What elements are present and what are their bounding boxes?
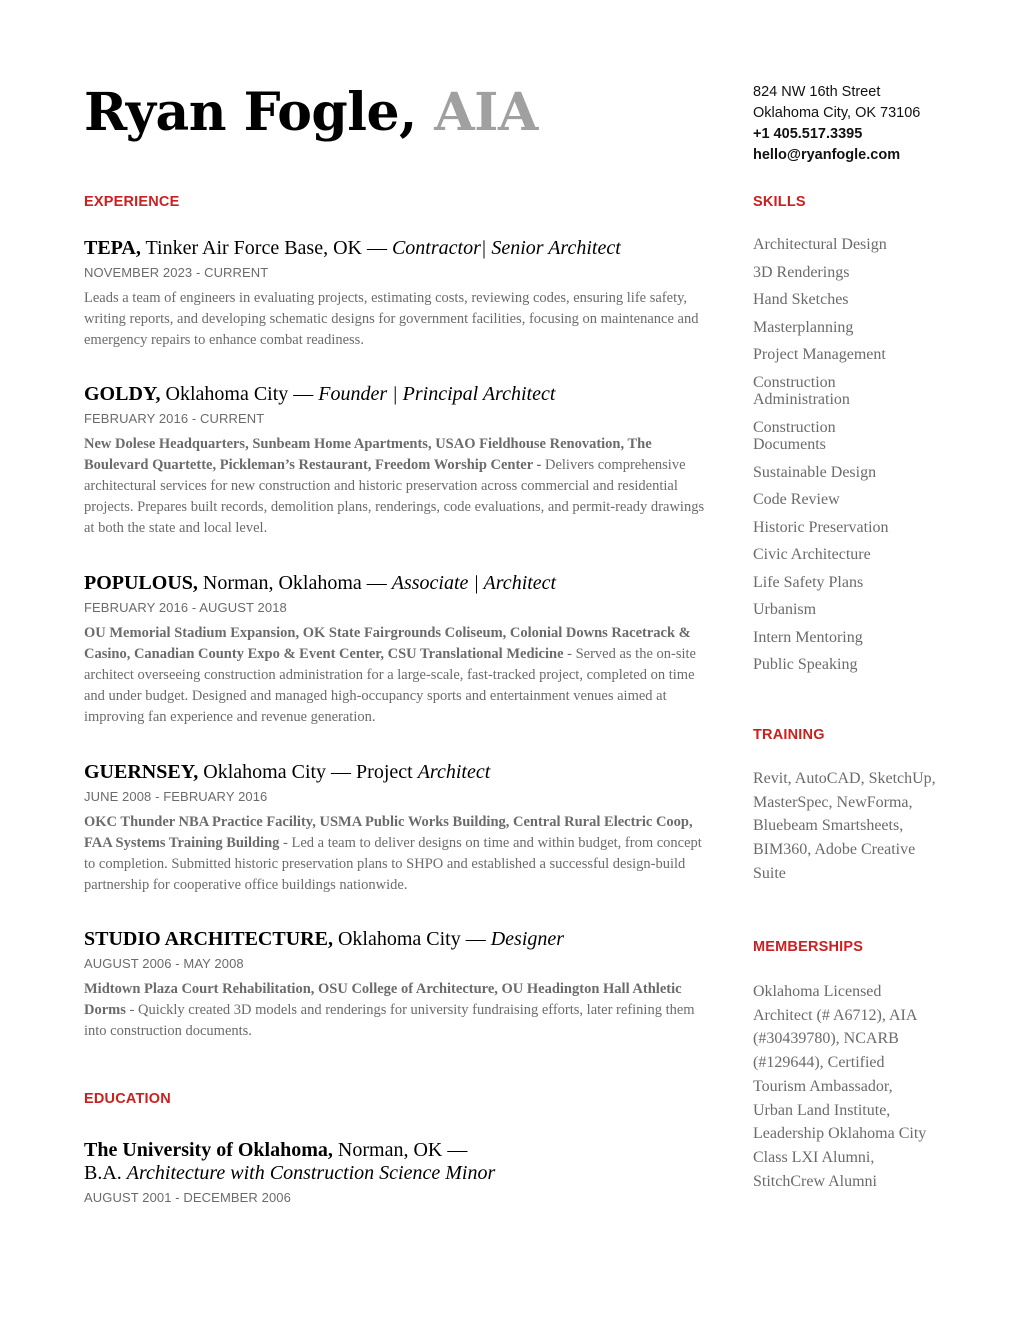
education-entry: [84, 1139, 709, 1207]
job-description: [84, 288, 709, 351]
job-projects: New Dolese Headquarters, Sunbeam Home Apartments, USAO Fieldhouse Renovation, The Boulevard Quartette, Pickleman’s Restaurant, Freedom Worship Center -: [84, 436, 652, 473]
education-line-1: [84, 1139, 709, 1162]
memberships-heading: MEMBERSHIPS: [753, 939, 864, 955]
job-location: Oklahoma City —: [160, 383, 319, 405]
experience-entry: [84, 760, 709, 896]
skills-heading: SKILLS: [753, 194, 806, 210]
job-projects: Midtown Plaza Court Rehabilitation, OSU College of Architecture, OU Headington Hall Athletic Dorms: [84, 981, 682, 1018]
experience-entry: [84, 236, 709, 351]
job-role: Associate | Architect: [391, 572, 557, 594]
phone-number: +1 405.517.3395: [753, 126, 863, 142]
job-description: [84, 979, 709, 1042]
name-text: Ryan Fogle,: [84, 82, 417, 143]
job-org: STUDIO ARCHITECTURE,: [84, 928, 333, 950]
email-address: hello@ryanfogle.com: [753, 147, 901, 163]
job-dates: FEBRUARY 2016 - CURRENT: [84, 411, 265, 426]
job-location: Oklahoma City — Project: [198, 761, 418, 783]
skills-list: [753, 236, 983, 684]
job-org: TEPA,: [84, 237, 141, 259]
job-org: GOLDY,: [84, 383, 161, 405]
skill-item: 3D Renderings: [753, 263, 850, 281]
job-title: [84, 927, 709, 951]
address-line-2: Oklahoma City, OK 73106: [753, 105, 921, 121]
job-title: [84, 571, 709, 595]
job-description: [84, 623, 709, 728]
skill-item: Code Review: [753, 491, 840, 508]
skill-item: Civic Architecture: [753, 546, 871, 563]
job-role: Founder | Principal Architect: [318, 383, 556, 405]
education-heading: EDUCATION: [84, 1091, 171, 1107]
job-description-text: Delivers comprehensive architectural services for new construction and historic preservation across commercial and residential projects. Prepares built records, demolition plans, renderings, code evaluations, and permit-ready drawings at both the state and local level.: [84, 457, 705, 536]
major: Architecture with Construction Science Minor: [126, 1162, 496, 1184]
job-projects: OU Memorial Stadium Expansion, OK State Fairgrounds Coliseum, Colonial Downs Racetrack & Casino, Canadian County Expo & Event Center, CSU Translational Medicine: [84, 625, 691, 662]
job-dates: AUGUST 2006 - MAY 2008: [84, 956, 244, 971]
job-role: Contractor| Senior Architect: [391, 237, 621, 259]
experience-entry: [84, 927, 709, 1042]
job-org: GUERNSEY,: [84, 761, 199, 783]
skill-item: Masterplanning: [753, 318, 854, 336]
skill-item: Construction Administration: [753, 373, 850, 408]
credential-text: AIA: [434, 82, 538, 143]
job-dates: JUNE 2008 - FEBRUARY 2016: [84, 789, 268, 804]
job-description-text: - Quickly created 3D models and renderings for university fundraising efforts, later refining them into construction documents.: [84, 1002, 695, 1039]
skill-item: Construction Documents: [753, 418, 836, 453]
education-line-2: [84, 1162, 709, 1185]
skill-item: Project Management: [753, 346, 886, 363]
job-title: [84, 236, 709, 260]
skill-item: Intern Mentoring: [753, 628, 863, 646]
job-description-text: - Led a team to deliver designs on time and within budget, from concept to completion. Submitted historic preservation plans to SHPO and established a successful design-build partnership for cooperative office buildings nationwide.: [84, 835, 702, 893]
job-description-text: - Served as the on-site architect overseeing construction administration for a large-scale, fast-tracked project, completed on time and under budget. Designed and managed high-occupancy sports and entertainment venues aimed at improving fan experience and revenue generation.: [84, 646, 696, 725]
degree: B.A.: [84, 1162, 127, 1184]
skill-item: Sustainable Design: [753, 463, 877, 481]
job-location: Norman, Oklahoma —: [197, 572, 392, 594]
job-description: [84, 434, 709, 539]
skill-item: Architectural Design: [753, 236, 887, 253]
address-line-1: 824 NW 16th Street: [753, 84, 881, 100]
job-description: [84, 812, 709, 896]
school-location: Norman, OK —: [332, 1139, 468, 1161]
job-title: [84, 382, 709, 406]
job-role: Designer: [490, 928, 565, 950]
contact-block: [753, 82, 1003, 166]
job-org: POPULOUS,: [84, 572, 198, 594]
skill-item: Urbanism: [753, 601, 817, 618]
skill-item: Public Speaking: [753, 656, 858, 673]
job-dates: FEBRUARY 2016 - AUGUST 2018: [84, 600, 287, 615]
training-heading: TRAINING: [753, 727, 825, 743]
school-name: The University of Oklahoma,: [84, 1139, 333, 1161]
training-text: Revit, AutoCAD, SketchUp, MasterSpec, NewForma, Bluebeam Smartsheets, BIM360, Adobe Creative Suite: [753, 770, 936, 882]
job-location: Oklahoma City —: [332, 928, 491, 950]
experience-entry: [84, 571, 709, 728]
job-dates: NOVEMBER 2023 - CURRENT: [84, 265, 269, 280]
memberships-text: Oklahoma Licensed Architect (# A6712), AIA (#30439780), NCARB (#129644), Certified Tourism Ambassador, Urban Land Institute, Leadership Oklahoma City Class LXI Alumni, StitchCrew Alumni: [753, 983, 927, 1190]
job-location: Tinker Air Force Base, OK —: [140, 237, 392, 259]
resume-name: [84, 78, 538, 148]
job-role: Architect: [417, 761, 491, 783]
job-description-text: Leads a team of engineers in evaluating projects, estimating costs, reviewing codes, ensuring life safety, writing reports, and developing schematic designs for government facilities, focusing on maintenance and emergency repairs to enhance combat readiness.: [84, 290, 699, 348]
skill-item: Hand Sketches: [753, 291, 849, 308]
job-title: [84, 760, 709, 784]
skill-item: Life Safety Plans: [753, 573, 864, 591]
experience-heading: EXPERIENCE: [84, 194, 180, 210]
experience-entry: [84, 382, 709, 539]
job-projects: OKC Thunder NBA Practice Facility, USMA Public Works Building, Central Rural Electric Coop, FAA Systems Training Building: [84, 814, 693, 851]
education-dates: AUGUST 2001 - DECEMBER 2006: [84, 1190, 291, 1205]
skill-item: Historic Preservation: [753, 518, 889, 536]
